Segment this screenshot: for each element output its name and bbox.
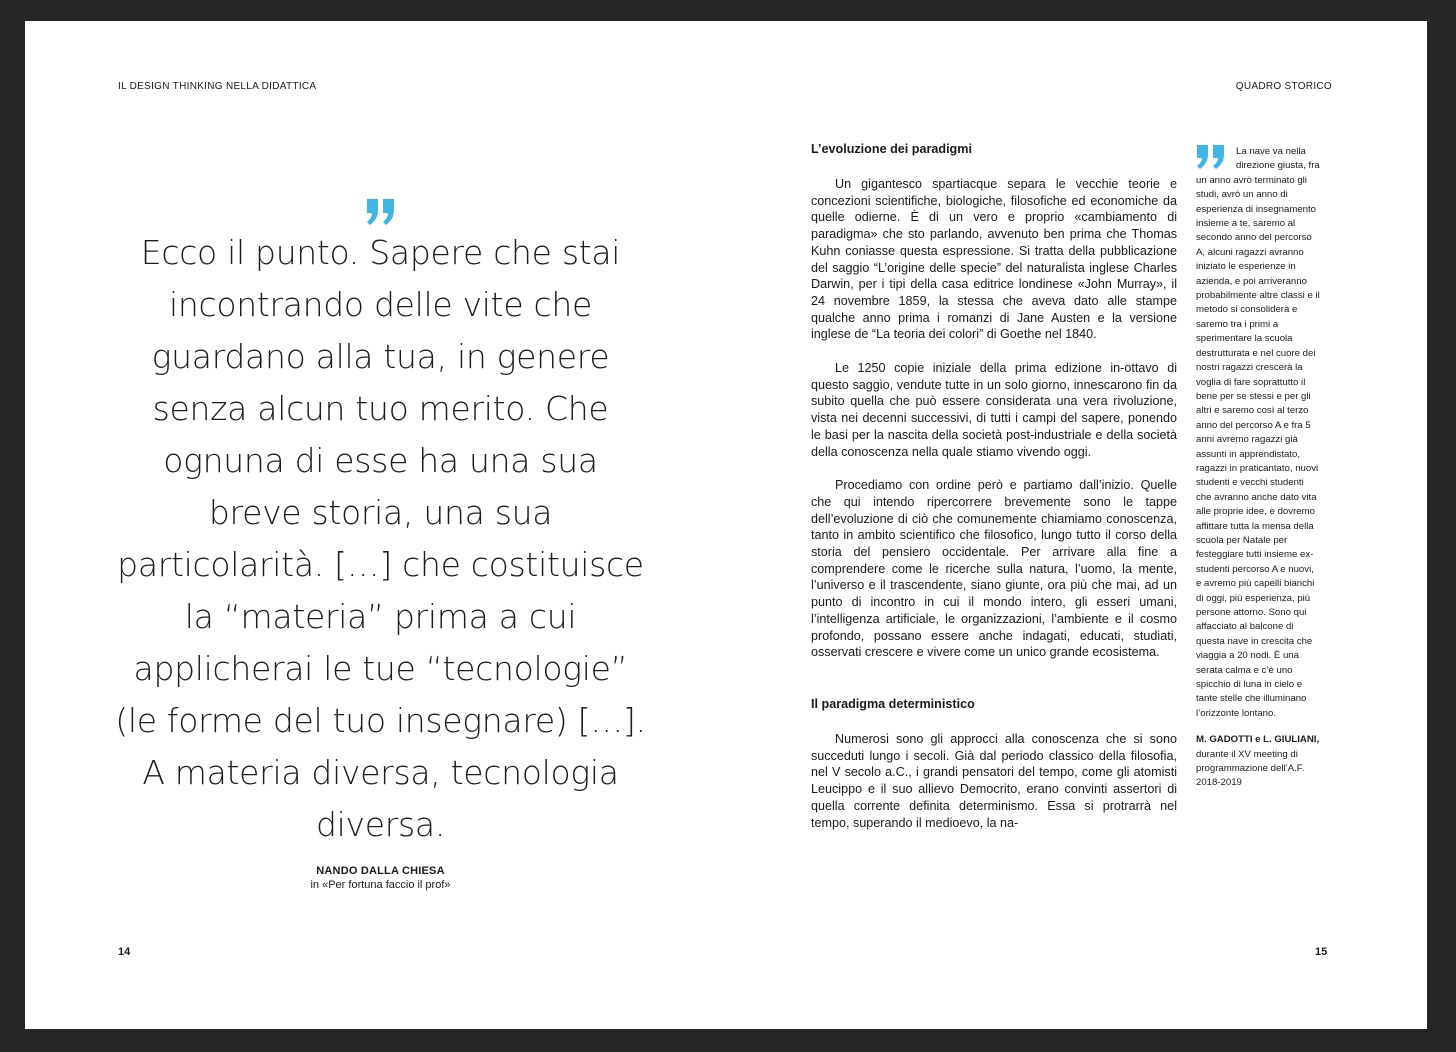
sidebar-quote [1196,145,1320,791]
book-spread [25,21,1427,1029]
running-head-left: IL DESIGN THINKING NELLA DIDATTICA [118,81,317,92]
section-title: Il paradigma deterministico [811,696,975,711]
running-head-right: QUADRO STORICO [1235,81,1332,92]
pull-quote-text: Ecco il punto. Sapere che stai incontrando delle vite che guardano alla tua, in genere senza alcun tuo merito. Che ognuna di esse ha una sua breve storia, una sua particolarità. […] che costituisce la “materia” prima a cui applicherai le tue “tecnologie” (le forme del tuo insegnare) […]. A materia diversa, tecnologia diversa. [115,233,646,844]
pull-quote [113,199,648,891]
closing-quote-icon [365,199,397,225]
closing-quote-icon [1196,145,1228,169]
pull-quote-source: in «Per fortuna faccio il prof» [310,879,451,891]
pull-quote-author: NANDO DALLA CHIESA [316,865,445,877]
paragraph: Procediamo con ordine però e partiamo dall’inizio. Quelle che qui intendo ripercorrere brevemente sono le tappe dell’evoluzione di ciò che comunemente chiamiamo conoscenza, tanto in ambito scientifico che filosofico, lungo tutto il corso della storia del pensiero occidentale. Per arrivare alla fine a comprendere come le ricerche sulla natura, l’uomo, la mente, l’universo e il trascendente, siano giunte, ora più che mai, ad un punto di incontro in cui il mondo intero, gli esseri umani, l’intelligenza artificiale, le organizzazioni, l’ambiente e il cosmo profondo, possano essere anche indagati, educati, studiati, osservati crescere e vivere come un unico grande ecosistema. [811,478,1177,660]
paragraph: Numerosi sono gli approcci alla conoscenza che si sono succeduti lungo i secoli. Già dal periodo classico della filosofia, nel V secolo a.C., i grandi pensatori del tempo, come gli atomisti Leucippo e il suo allievo Democrito, erano convinti assertori di quella corrente definita determinismo. Essa si protrarrà nel tempo, superando il medioevo, la na- [811,731,1177,830]
sidebar-quote-context: durante il XV meeting di programmazione dell’A.F. 2018-2019 [1196,748,1305,789]
article-column [811,141,1177,831]
section-title: L’evoluzione dei paradigmi [811,142,972,156]
paragraph: Le 1250 copie iniziale della prima edizione in-ottavo di questo saggio, vendute tutte in un solo giorno, innescarono fin da subito quella che può essere considerata una vera rivoluzione, vista nei decenni successivi, di tutti i campi del sapere, ponendo le basi per la nascita della società post-industriale e della società della conoscenza nella quale stiamo vivendo oggi. [811,361,1177,459]
sidebar-quote-text: La nave va nella direzione giusta, fra un anno avrò terminato gli studi, avrò un anno di esperienza di insegnamento insieme a te, saremo al secondo anno del percorso A, alcuni ragazzi avranno iniziato le esperienze in azienda, e poi arriveranno probabilmente altre classi e il metodo si consoliderà e saremo tra i primi a sperimentare la scuola destrutturata e nel cuore dei nostri ragazzi crescerà la voglia di fare soprattutto il bene per se stessi e per gli altri e saremo così al terzo anno del percorso A e fra 5 anni avremo ragazzi già assunti in apprendistato, ragazzi in praticantato, nuovi studenti e vecchi studenti che avranno anche dato vita alle proprie idee, e dovremo affittare tutta la mensa della scuola per Natale per festeggiare tutti insieme ex-studenti percorso A e nuovi, e avremo più capelli bianchi di oggi, più esperienza, più persone attorno. Sono qui affacciato al balcone di questa nave in crescita che viaggia a 20 nodi. È una serata calma e c’è uno spicchio di luna in cielo e tante stelle che illuminano l’orizzonte lontano. [1196,146,1320,719]
page-number-right: 15 [1315,946,1328,958]
sidebar-quote-authors: M. GADOTTI e L. GIULIANI, [1196,734,1320,746]
page-number-left: 14 [118,946,131,958]
paragraph: Un gigantesco spartiacque separa le vecchie teorie e concezioni scientifiche, biologiche, filosofiche ed economiche da quelle odierne. È di un vero e proprio «cambiamento di paradigma» che sto parlando, avvenuto ben prima che Thomas Kuhn coniasse questa espressione. Si tratta della pubblicazione del saggio “L’origine delle specie” del naturalista inglese Charles Darwin, per i tipi della casa editrice londinese «John Murray», il 24 novembre 1859, la stessa che aveva dato alle stampe qualche anno prima i romanzi di Jane Austen e la versione inglese de “La teoria dei colori” di Goethe nel 1840. [811,177,1177,342]
